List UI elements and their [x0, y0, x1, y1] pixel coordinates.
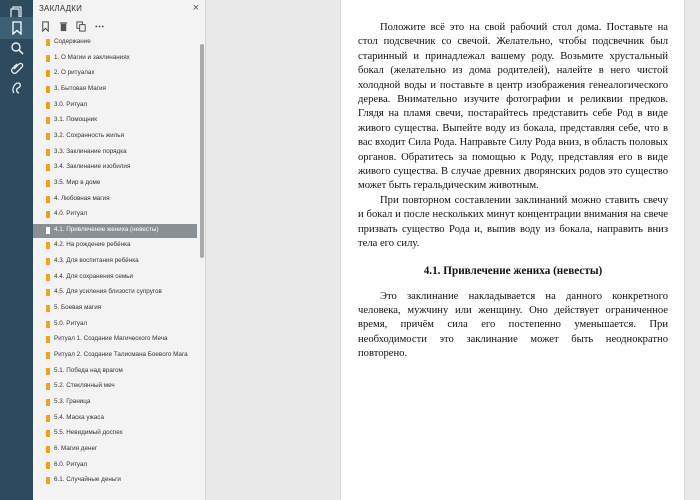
close-icon[interactable]: × [192, 2, 199, 14]
panel-title: ЗАКЛАДКИ [39, 4, 83, 13]
bookmark-label: 4.0. Ритуал [54, 210, 88, 218]
bookmark-item[interactable] [33, 443, 197, 457]
bookmark-label: 3. Бытовая Магия [54, 84, 106, 92]
side-rail [0, 0, 33, 500]
bookmark-item[interactable] [33, 193, 197, 207]
bookmark-item[interactable] [33, 177, 197, 191]
bookmark-list [33, 36, 197, 500]
bookmark-label: 6.0. Ритуал [54, 460, 88, 468]
bookmark-flag-icon [46, 368, 50, 375]
bookmark-label: 4.2. На рождение ребёнка [54, 241, 131, 249]
bookmark-item[interactable] [33, 99, 197, 113]
bookmark-label: 4.3. Для воспитания ребёнка [54, 257, 139, 265]
bookmark-flag-icon [46, 70, 50, 77]
bookmark-label: 5.0. Ритуал [54, 319, 88, 327]
copy-icon[interactable] [75, 20, 87, 32]
bookmark-item[interactable] [33, 224, 197, 238]
bookmark-flag-icon [46, 430, 50, 437]
bookmark-item[interactable] [33, 459, 197, 473]
bookmark-label: Ритуал 1. Создание Магического Меча [54, 335, 168, 343]
bookmark-label: 2. О ритуалах [54, 69, 95, 77]
bookmark-label: 5.3. Граница [54, 397, 91, 405]
bookmark-flag-icon [46, 180, 50, 187]
bookmark-item[interactable] [33, 365, 197, 379]
bookmark-item[interactable] [33, 114, 197, 128]
bookmark-item[interactable] [33, 380, 197, 394]
bookmark-label: 5.2. Стеклянный меч [54, 382, 115, 390]
bookmark-label: 3.1. Помощник [54, 116, 98, 124]
bookmark-label: 3.4. Заклинание изобилия [54, 163, 131, 171]
bookmark-label: 4. Любовная магия [54, 194, 110, 202]
bookmark-flag-icon [46, 462, 50, 469]
bookmark-flag-icon [46, 289, 50, 296]
bookmark-label: 1. О Магии и заклинаниях [54, 53, 130, 61]
bookmark-flag-icon [46, 133, 50, 140]
bookmark-flag-icon [46, 102, 50, 109]
bookmark-label: 3.5. Мир в доме [54, 178, 101, 186]
bookmark-flag-icon [46, 164, 50, 171]
bookmark-item[interactable] [33, 302, 197, 316]
bookmark-flag-icon [46, 352, 50, 359]
scrollbar[interactable] [200, 44, 204, 258]
bookmarks-toolbar [39, 19, 105, 33]
bookmark-flag-icon [46, 196, 50, 203]
bookmark-item[interactable] [33, 396, 197, 410]
bookmark-flag-icon [46, 477, 50, 484]
bookmark-flag-icon [46, 321, 50, 328]
bookmark-item[interactable] [33, 239, 197, 253]
signature-icon[interactable] [0, 77, 33, 99]
bookmark-item[interactable] [33, 161, 197, 175]
bookmark-flag-icon [46, 86, 50, 93]
bookmark-item[interactable] [33, 318, 197, 332]
paragraph: При повторном составлении заклинаний можно ставить свечу и бокал и после нескольких минут концентрации внимания на свече призвать существо Рода и, выпив воду из бокала, направить вниз тела его силу. [358, 194, 668, 250]
more-icon[interactable] [93, 20, 105, 32]
bookmark-flag-icon [46, 55, 50, 62]
document-page [340, 0, 685, 500]
delete-icon[interactable] [57, 20, 69, 32]
bookmark-item[interactable] [33, 474, 197, 488]
bookmark-item[interactable] [33, 349, 197, 363]
page-content [358, 21, 668, 362]
bookmark-item[interactable] [33, 412, 197, 426]
bookmark-label: 4.4. Для сохранения семьи [54, 272, 134, 280]
bookmark-item[interactable] [33, 427, 197, 441]
paragraph: Это заклинание накладывается на данного конкретного человека, мужчину или женщину. Оно действует ограниченное время, причём сила его постепенно уменьшается. При необходимости это заклинание может быть неоднократно повторено. [358, 290, 668, 360]
paragraph: Положите всё это на свой рабочий стол дома. Поставьте на стол подсвечник со свечой. Желательно, чтобы подсвечник был старинный и принадлежал вашему роду. Возьмите хрустальный бокал (желательно из дома родителей), налейте в него чистой холодной воды и поставьте в центр изображения генеалогического дерева. Внимательно изучите фотографии и реликвии предков. Глядя на пламя свечи, постарайтесь представить себе Род в виде живого существа. Выпейте воду из бокала, представляя себе, что в вас входит Сила Рода. Направьте Силу Рода вниз, в область половых органов. Обратитесь за помощью к Роду, представляя его в виде живого существа. В случае древних дворянских родов это существо может быть геральдическим животным. [358, 22, 668, 192]
bookmark-flag-icon [46, 305, 50, 312]
bookmark-flag-icon [46, 399, 50, 406]
bookmark-label: Ритуал 2. Создание Талисмана Боевого Мага [54, 351, 188, 358]
bookmark-item[interactable] [33, 146, 197, 160]
bookmarks-panel [33, 0, 206, 500]
bookmark-flag-icon [46, 274, 50, 281]
bookmark-label: 5.4. Маска ужаса [54, 413, 104, 421]
bookmark-item[interactable] [33, 255, 197, 269]
bookmark-item[interactable] [33, 333, 197, 347]
bookmark-flag-icon [46, 211, 50, 218]
add-bookmark-icon[interactable] [39, 20, 51, 32]
bookmark-flag-icon [46, 446, 50, 453]
bookmark-label: Содержание [54, 38, 91, 45]
bookmark-item[interactable] [33, 271, 197, 285]
bookmark-icon[interactable] [0, 17, 33, 39]
bookmark-label: 3.3. Заклинание порядка [54, 147, 127, 155]
bookmark-flag-icon [46, 383, 50, 390]
bookmark-item[interactable] [33, 52, 197, 66]
bookmark-flag-icon [46, 415, 50, 422]
bookmark-item[interactable] [33, 286, 197, 300]
bookmark-label: 3.2. Сохранность жилья [54, 131, 124, 139]
bookmark-label: 5.1. Победа над врагом [54, 366, 123, 374]
attachment-icon[interactable] [0, 57, 33, 79]
bookmark-label: 6.1. Случайные деньги [54, 476, 121, 484]
bookmark-label: 6. Магия денег [54, 444, 98, 452]
bookmark-item[interactable] [33, 83, 197, 97]
bookmark-flag-icon [46, 149, 50, 156]
bookmark-label: 4.1. Привлечение жениха (невесты) [54, 225, 159, 233]
bookmark-flag-icon [46, 39, 50, 46]
bookmark-flag-icon [46, 258, 50, 265]
bookmark-label: 3.0. Ритуал [54, 100, 88, 108]
bookmark-flag-icon [46, 227, 50, 234]
bookmark-label: 4.5. Для усиления близости супругов [54, 288, 162, 296]
bookmark-flag-icon [46, 117, 50, 124]
section-heading: 4.1. Привлечение жениха (невесты) [423, 264, 603, 277]
bookmark-label: 5. Боевая магия [54, 304, 102, 312]
bookmark-item[interactable] [33, 130, 197, 144]
bookmark-item[interactable] [33, 208, 197, 222]
search-icon[interactable] [0, 37, 33, 59]
bookmark-flag-icon [46, 242, 50, 249]
bookmark-item[interactable] [33, 36, 197, 50]
bookmark-label: 5.5. Невидимый доспех [54, 429, 123, 437]
bookmark-flag-icon [46, 336, 50, 343]
bookmark-item[interactable] [33, 67, 197, 81]
